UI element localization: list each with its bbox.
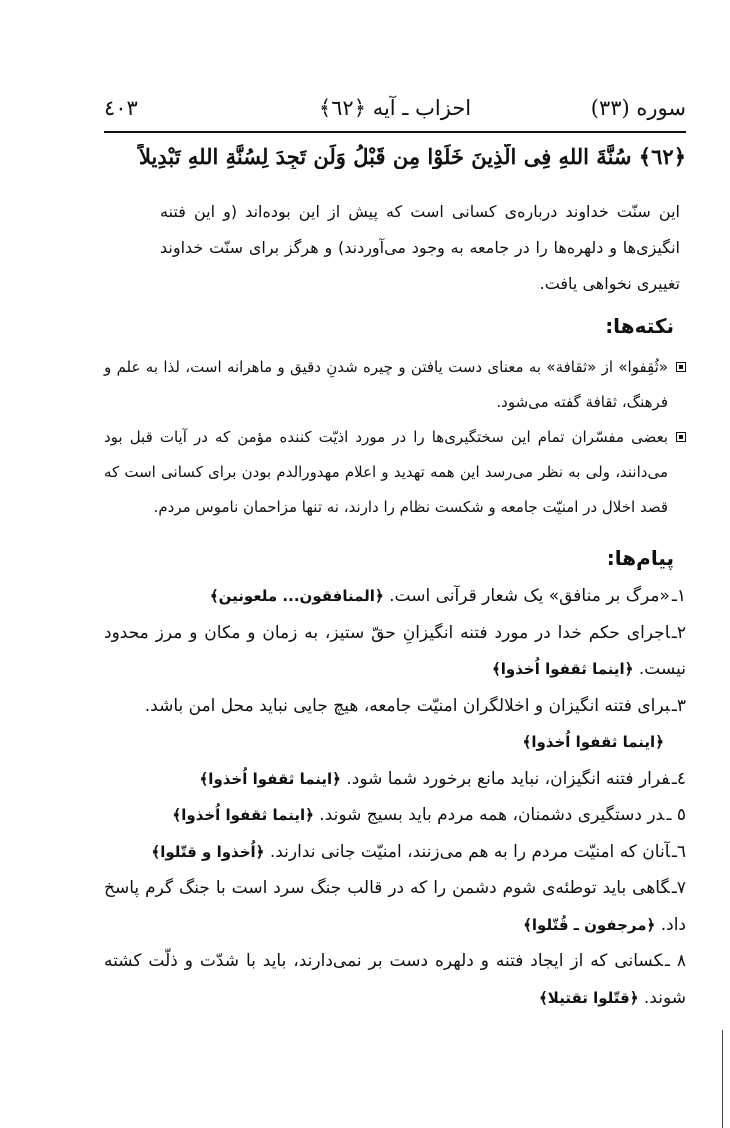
header-divider <box>104 131 686 133</box>
note-text: «ثُقِفوا» از «ثقافة» به معنای دست یافتن و چیره شدنِ دقیق و ماهرانه است، لذا به علم و فرهنگ، ثقافة گفته می‌شود. <box>104 358 668 411</box>
message-item <box>104 797 686 834</box>
message-number: ٦ـ <box>671 841 686 862</box>
notes-heading: نکته‌ها: <box>605 314 674 338</box>
message-number: ٥ ـ <box>666 805 686 825</box>
message-item <box>104 578 686 615</box>
message-item <box>104 943 686 1016</box>
message-text: در دستگیری دشمنان، همه مردم باید بسیج شوند. <box>319 805 665 825</box>
message-reference: ﴿اینما ثقفوا اُخذوا﴾ <box>199 769 341 788</box>
messages-heading: پیام‌ها: <box>606 546 674 570</box>
message-text: «مرگ بر منافق» یک شعار قرآنی است. <box>389 586 670 606</box>
messages-list <box>104 578 686 1016</box>
message-reference: ﴿اینما ثقفوا اُخذوا﴾ <box>522 733 664 751</box>
message-item <box>104 834 686 871</box>
note-text: بعضی مفسّران تمام این سختگیری‌ها را در مورد اذیّت کننده مؤمن که در آیات قبل بود می‌دانند، ولی به نظر می‌رسد این همه تهدید و اعلام مهدورالدم بودن برای کسانی است که قصد اخلال در امنیّت جامعه و شکست نظام را دارند، نه تنها مزاحمان ناموس مردم. <box>104 428 668 516</box>
message-number: ٧ـ <box>671 878 686 898</box>
note-item <box>104 420 686 525</box>
message-reference: ﴿المنافقون... ملعونین﴾ <box>209 587 384 605</box>
message-reference: ﴿اینما ثقفوا اُخذوا﴾ <box>172 806 314 824</box>
message-reference: ﴿قتّلوا تقتیلا﴾ <box>539 988 639 1007</box>
message-item <box>104 870 686 943</box>
message-item <box>104 761 686 798</box>
message-text: گاهی باید توطئه‌ی شوم دشمن را که در قالب جنگ سرد است با جنگ گرم پاسخ داد. <box>104 878 686 935</box>
scan-edge-line <box>722 1030 723 1128</box>
message-text: اجرای حکم خدا در مورد فتنه انگیزانِ حقّ ستیز، به زمان و مکان و مرز محدود نیست. <box>104 622 686 679</box>
verse-translation: این سنّت خداوند درباره‌ی کسانی است که پیش از این بوده‌اند (و این فتنه انگیزی‌ها و دلهره‌ها را در جامعه به وجود می‌آوردند) و هرگز برای سنّت خداوند تغییری نخواهی یافت. <box>160 202 680 293</box>
message-reference: ﴿اینما ثقفوا اُخذوا﴾ <box>492 660 634 678</box>
surah-number: سوره (٣٣) <box>590 96 686 120</box>
message-number: ٢ـ <box>671 622 686 643</box>
message-item <box>104 688 686 761</box>
quran-verse: ﴿٦٢﴾ سُنَّةَ اللهِ فِی الَّذِینَ خَلَوْا مِن قَبْلُ وَلَن تَجِدَ لِسُنَّةِ اللهِ تَبْدِیلاً <box>138 144 686 169</box>
message-number: ٤ـ <box>671 768 686 789</box>
message-number: ٨ ـ <box>664 951 686 971</box>
message-reference: ﴿مرجفون ـ قُتّلوا﴾ <box>523 915 656 934</box>
message-number: ١ـ <box>671 586 686 606</box>
square-bullet-icon <box>676 362 686 372</box>
page-number: ٤٠٣ <box>104 96 138 120</box>
notes-list <box>104 350 686 525</box>
note-item <box>104 350 686 420</box>
running-header <box>104 96 686 126</box>
square-bullet-icon <box>676 432 686 442</box>
message-item <box>104 615 686 688</box>
surah-title: احزاب ـ آیه ﴿٦٢﴾ <box>318 96 472 120</box>
message-text: فرار فتنه انگیزان، نباید مانع برخورد شما شود. <box>346 768 670 789</box>
message-text: کسانی که از ایجاد فتنه و دلهره دست بر نمی‌دارند، باید با شدّت و ذلّت کشته شوند. <box>104 951 686 1008</box>
message-text: برای فتنه انگیزان و اخلالگران امنیّت جامعه، هیچ جایی نباید محل امن باشد. <box>144 695 670 716</box>
message-reference: ﴿اُخذوا و قتّلوا﴾ <box>151 842 265 861</box>
message-text: آنان که امنیّت مردم را به هم می‌زنند، امنیّت جانی ندارند. <box>269 841 670 862</box>
message-number: ٣ـ <box>671 695 686 716</box>
